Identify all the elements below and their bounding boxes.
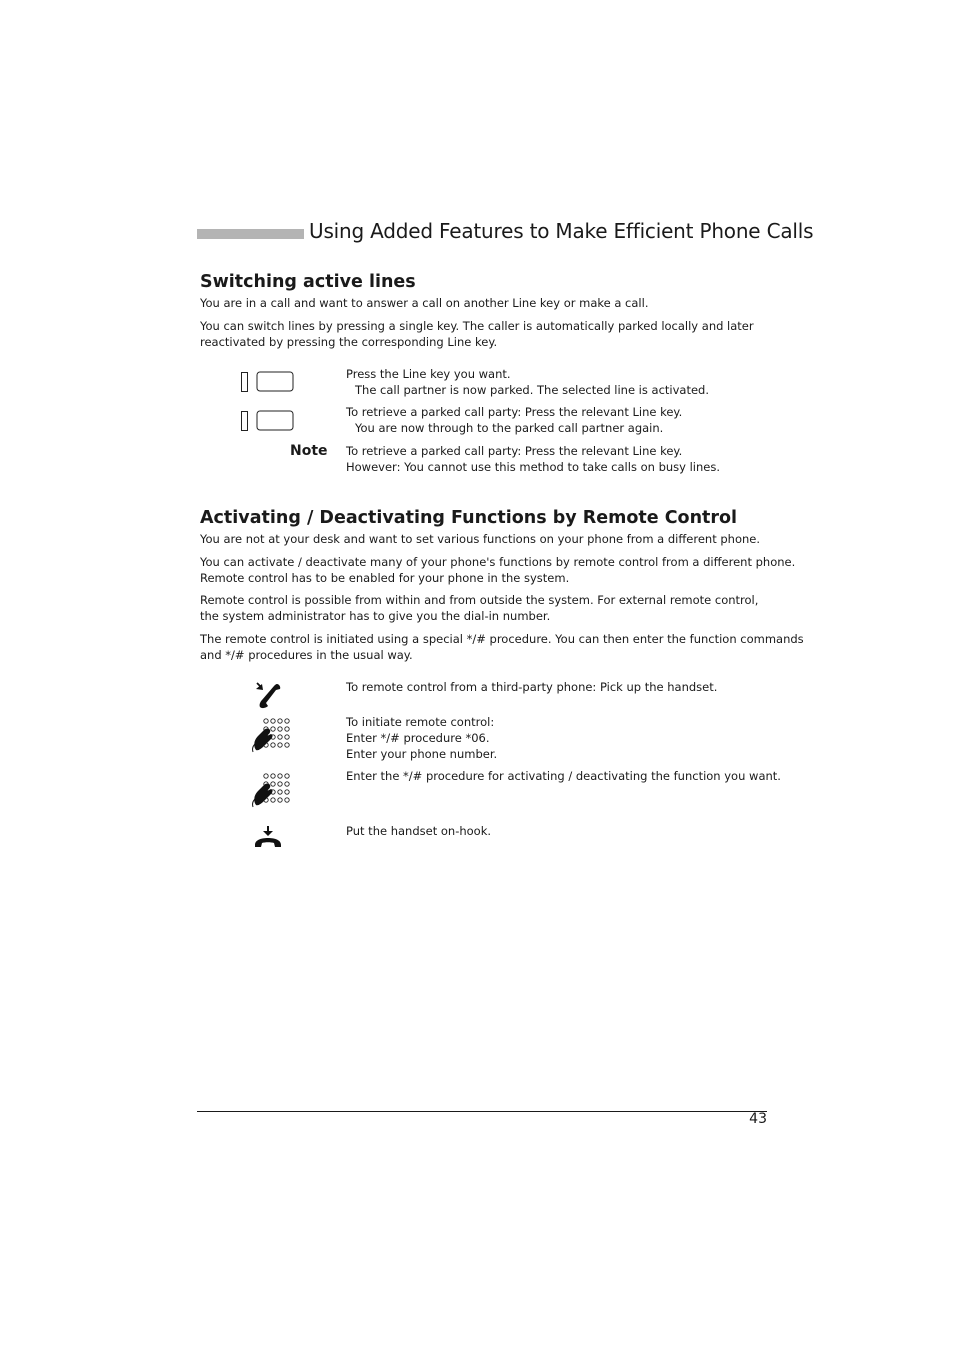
- footer-rule: [197, 1111, 767, 1112]
- remote-step2-line2: Enter */# procedure *06.: [346, 731, 490, 745]
- section2-para3-line1: The remote control is initiated using a special */# procedure. You can then enter the function commands: [200, 632, 804, 646]
- header-bar: [197, 229, 304, 239]
- section2-para1-line1: You can activate / deactivate many of your phone's functions by remote control from a different phone.: [200, 555, 796, 569]
- section2-para2-line2: the system administrator has to give you the dial-in number.: [200, 609, 551, 623]
- section1-intro: You are in a call and want to answer a call on another Line key or make a call.: [200, 296, 649, 310]
- remote-step1-text: To remote control from a third-party phone: Pick up the handset.: [346, 680, 718, 694]
- step2-text-line1: To retrieve a parked call party: Press the relevant Line key.: [346, 405, 683, 419]
- note-text-line2: However: You cannot use this method to take calls on busy lines.: [346, 460, 721, 474]
- line-key-icon: [240, 409, 296, 433]
- line-key-icon: [240, 370, 296, 394]
- remote-step4-text: Put the handset on-hook.: [346, 824, 492, 838]
- handset-lift-icon: [253, 681, 283, 711]
- section-heading-switching-lines: Switching active lines: [200, 272, 416, 292]
- step1-text-line2: The call partner is now parked. The selected line is activated.: [355, 383, 709, 397]
- step2-text-line2: You are now through to the parked call partner again.: [355, 421, 664, 435]
- section2-para2-line1: Remote control is possible from within and from outside the system. For external remote control,: [200, 593, 759, 607]
- section-heading-remote-control: Activating / Deactivating Functions by Remote Control: [200, 508, 738, 528]
- section2-para1-line2: Remote control has to be enabled for your phone in the system.: [200, 571, 570, 585]
- section2-para3-line2: and */# procedures in the usual way.: [200, 648, 413, 662]
- keypad-dial-icon: [250, 771, 294, 809]
- remote-step3-text: Enter the */# procedure for activating / deactivating the function you want.: [346, 769, 781, 783]
- remote-step2-line3: Enter your phone number.: [346, 747, 498, 761]
- keypad-dial-icon: [250, 716, 294, 754]
- page-number: 43: [749, 1111, 767, 1127]
- section2-intro: You are not at your desk and want to set various functions on your phone from a different phone.: [200, 532, 761, 546]
- remote-step2-line1: To initiate remote control:: [346, 715, 495, 729]
- note-text-line1: To retrieve a parked call party: Press the relevant Line key.: [346, 444, 683, 458]
- handset-hangup-icon: [253, 825, 285, 851]
- page-header-title: Using Added Features to Make Efficient Phone Calls: [309, 219, 814, 243]
- note-label: Note: [290, 443, 328, 459]
- section1-para1-line2: reactivated by pressing the corresponding Line key.: [200, 335, 498, 349]
- section1-para1-line1: You can switch lines by pressing a single key. The caller is automatically parked locally and later: [200, 319, 754, 333]
- step1-text-line1: Press the Line key you want.: [346, 367, 511, 381]
